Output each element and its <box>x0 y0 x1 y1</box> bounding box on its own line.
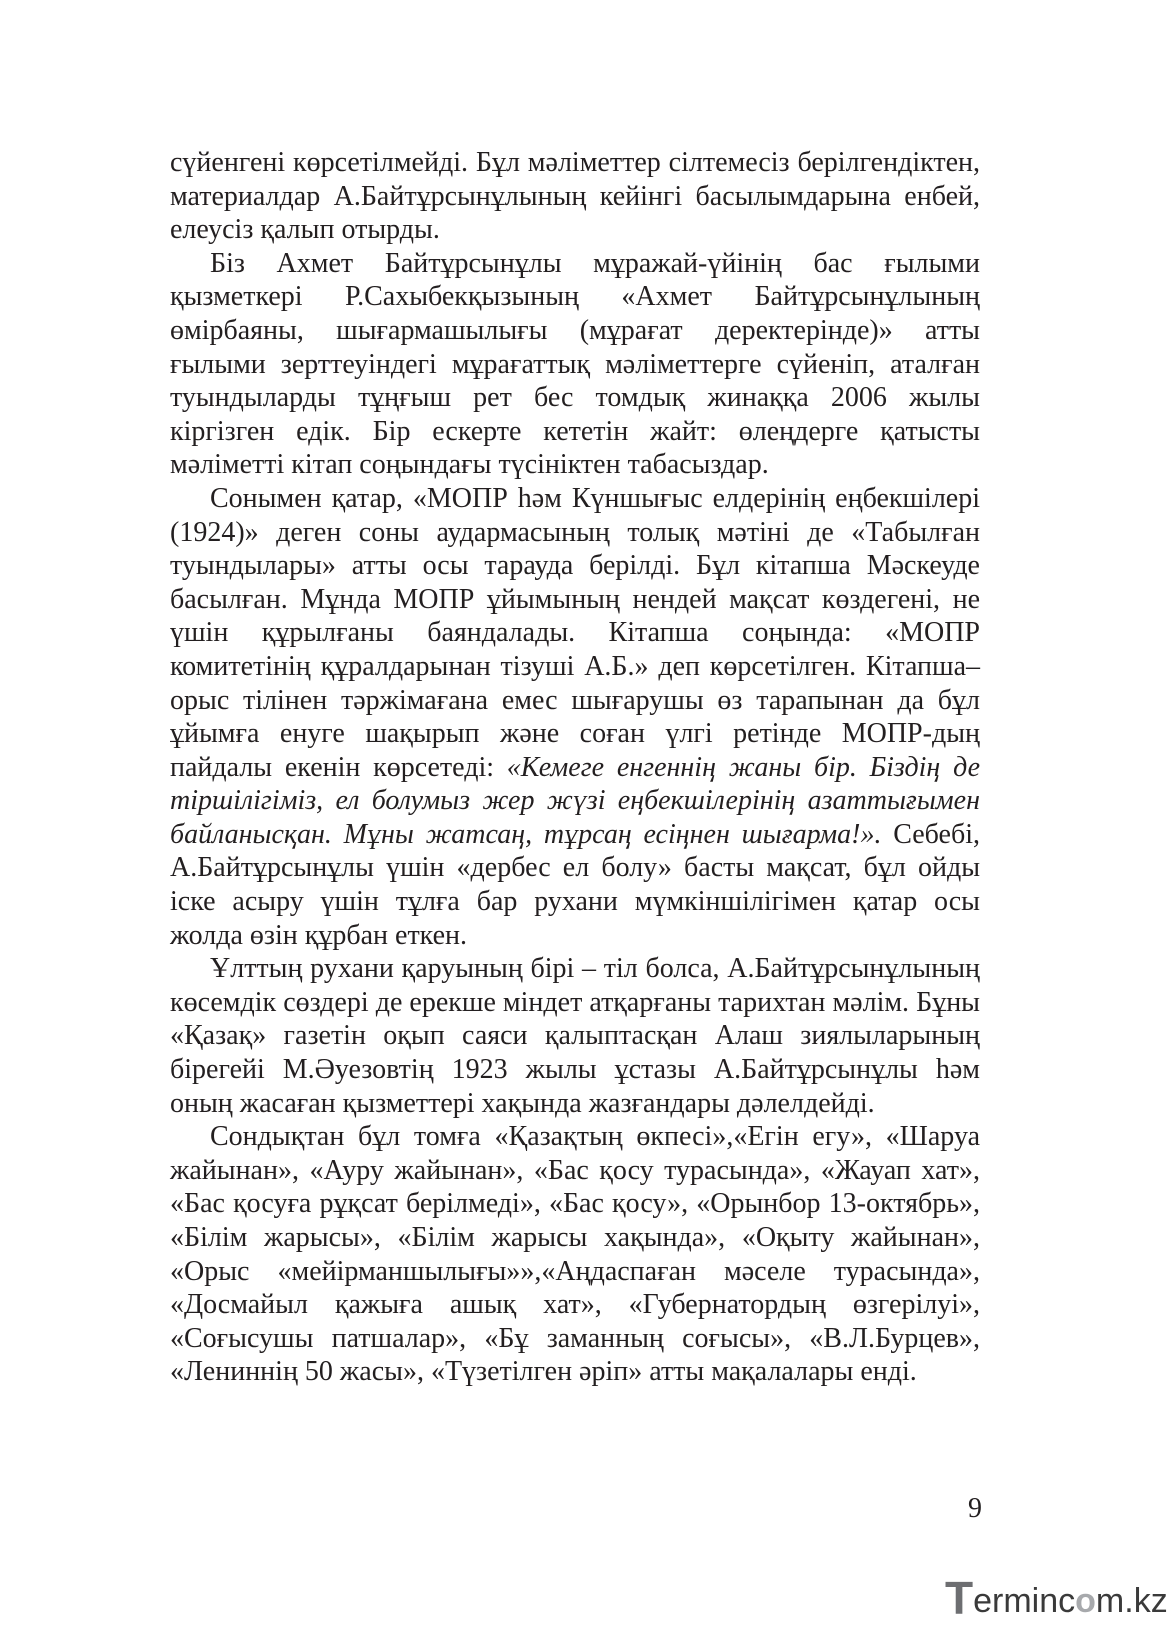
paragraph-3-text-end: Себебі, А.Байтұрсынұлы үшін «дербес ел болу» басты мақсат, бұл ойды іске асыру үшін тұлға бар рухани мүмкіншілігімен қатар осы жолда өзін құрбан еткен. <box>170 818 981 951</box>
page-body <box>170 146 980 1389</box>
paragraph-3-quote: «Кемеге енгеннің жаны бір. Біздің де тіршілігіміз, ел болумыз жер жүзі еңбекшілерінің азаттығымен байланысқан. Мұны жатсаң, тұрсаң есіңнен шығарма!». <box>170 751 980 850</box>
paragraph-2 <box>170 247 980 482</box>
watermark-logo <box>945 1572 1168 1624</box>
watermark-letter-o: o <box>1075 1582 1096 1620</box>
paragraph-1 <box>170 146 980 247</box>
watermark-text-2: m.kz <box>1095 1582 1168 1620</box>
watermark-letter-t: T <box>945 1572 974 1624</box>
paragraph-5-text: Сондықтан бұл томға «Қазақтың өкпесі»,«Егін егу», «Шаруа жайынан», «Ауру жайынан», «Бас қосу турасында», «Жауап хат», «Бас қосуға рұқсат берілмеді», «Бас қосу», «Орынбор 13-октябрь», «Білім жарысы», «Білім жарысы хақында», «Оқыту жайынан», «Орыс «мейірманшылығы»»,«Аңдаспаған мәселе турасында», «Досмайыл қажыға ашық хат», «Губернатордың өзгерілуі», «Соғысушы патшалар», «Бұ заманның соғысы», «В.Л.Бурцев», «Лениннің 50 жасы», «Түзетілген әріп» атты мақалалары енді. <box>170 1121 980 1388</box>
paragraph-4-text: Ұлттың рухани қаруының бірі – тіл болса, А.Байтұрсынұлының көсемдік сөздері де ерекше міндет атқарғаны тарихтан мәлім. Бұны «Қазақ» газетін оқып саяси қалыптасқан Алаш зиялыларының бірегейі М.Әуезовтің 1923 жылы ұстазы А.Байтұрсынұлы һәм оның жасаған қызметтері хақында жазғандары дәлелдейді. <box>170 953 980 1119</box>
paragraph-3-text: Сонымен қатар, «МОПР һәм Күншығыс елдерінің еңбекшілері (1924)» деген соны аудармасының толық мәтіні де «Табылған туындылары» атты осы тарауда берілді. Бұл кітапша Мәскеуде басылған. Мұнда МОПР ұйымының нендей мақсат көздегені, не үшін құрылғаны баяндалады. Кітапша соңында: «МОПР комитетінің құралдарынан тізуші А.Б.» деп көрсетілген. Кітапша–орыс тілінен тәржімағана емес шығарушы өз тарапынан да бұл ұйымға енуге шақырып және соған үлгі ретінде МОПР-дың пайдалы екенін көрсетеді: <box>170 482 980 783</box>
paragraph-4 <box>170 952 980 1120</box>
watermark-text-1: erminc <box>973 1582 1076 1620</box>
paragraph-1-text: сүйенгені көрсетілмейді. Бұл мәліметтер сілтемесіз берілгендіктен, материалдар А.Байтұрсынұлының кейінгі басылымдарына енбей, елеусіз қалып отырды. <box>170 147 980 246</box>
page-number: 9 <box>968 1493 982 1524</box>
paragraph-3 <box>170 482 980 952</box>
paragraph-5 <box>170 1120 980 1389</box>
paragraph-2-text: Біз Ахмет Байтұрсынұлы мұражай-үйінің бас ғылыми қызметкері Р.Сахыбекқызының «Ахмет Байтұрсынұлының өмірбаяны, шығармашылығы (мұрағат деректерінде)» атты ғылыми зерттеуіндегі мұрағаттық мәліметтерге сүйеніп, аталған туындыларды тұңғыш рет бес томдық жинаққа 2006 жылы кіргізген едік. Бір ескерте кететін жайт: өлеңдерге қатысты мәліметті кітап соңындағы түсініктен табасыздар. <box>170 247 980 481</box>
